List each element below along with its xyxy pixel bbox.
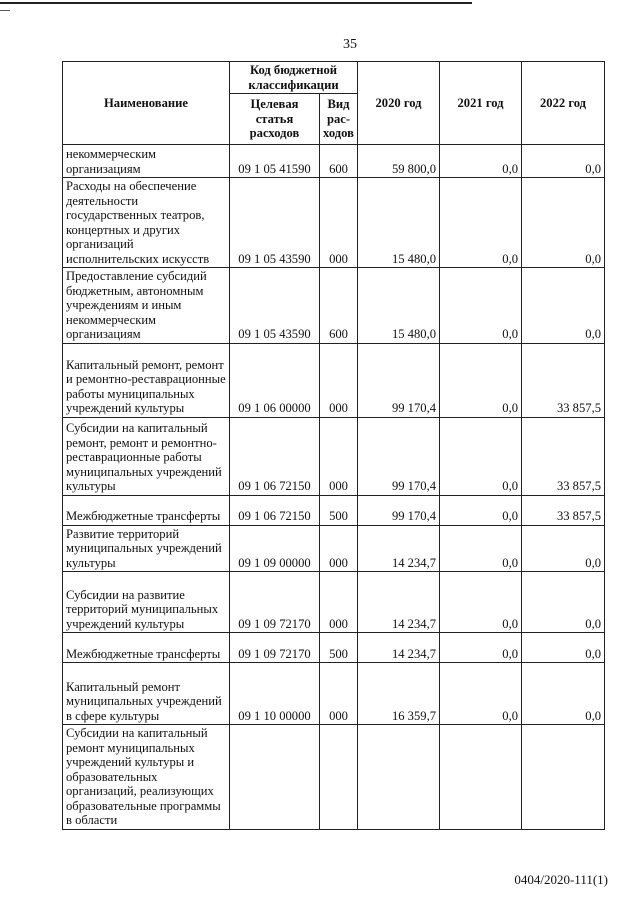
row-2022-cell: 33 857,5 [522,495,605,525]
row-name-cell: Развитие территорий муниципальных учреждений культуры [63,525,230,572]
row-2021-cell [440,725,522,830]
row-expense-type-cell: 000 [320,178,358,268]
table-row [63,572,605,633]
row-name-cell: Субсидии на капитальный ремонт, ремонт и ремонтно-реставрационные работы муниципальных учреждений культуры [63,417,230,495]
row-2021-cell: 0,0 [440,663,522,725]
row-2020-cell: 16 359,7 [358,663,440,725]
row-2022-cell [522,725,605,830]
row-2020-cell: 99 170,4 [358,495,440,525]
row-2020-cell: 14 234,7 [358,633,440,663]
header-name: Наименование [63,62,230,145]
row-expense-type-cell: 000 [320,663,358,725]
table-row [63,663,605,725]
row-2021-cell: 0,0 [440,178,522,268]
row-expense-type-cell: 500 [320,633,358,663]
row-name-cell: Субсидии на развитие территорий муниципальных учреждений культуры [63,572,230,633]
row-2020-cell: 99 170,4 [358,417,440,495]
row-2020-cell: 15 480,0 [358,178,440,268]
row-2021-cell: 0,0 [440,495,522,525]
row-expense-type-cell: 000 [320,417,358,495]
row-expense-type-cell: 000 [320,343,358,417]
row-expense-type-cell: 600 [320,268,358,344]
row-target-article-cell: 09 1 05 43590 [230,178,320,268]
top-edge-mark [0,10,10,11]
budget-table [62,61,605,830]
row-name-cell: Субсидии на капитальный ремонт муниципальных учреждений культуры и образовательных организаций, реализующих образовательные программы в области [63,725,230,830]
table-row [63,145,605,178]
row-2022-cell: 33 857,5 [522,343,605,417]
row-2022-cell: 0,0 [522,663,605,725]
header-target-article: Целевая статья расходов [230,94,320,145]
row-2020-cell: 14 234,7 [358,572,440,633]
table-body [63,145,605,830]
row-target-article-cell: 09 1 06 00000 [230,343,320,417]
row-2021-cell: 0,0 [440,572,522,633]
row-2022-cell: 0,0 [522,178,605,268]
header-year-2020: 2020 год [358,62,440,145]
row-2021-cell: 0,0 [440,633,522,663]
row-name-cell: Капитальный ремонт, ремонт и ремонтно-реставрационные работы муниципальных учреждений культуры [63,343,230,417]
row-2022-cell: 0,0 [522,572,605,633]
row-2020-cell: 15 480,0 [358,268,440,344]
table-row [63,525,605,572]
row-name-cell: Расходы на обеспечение деятельности государственных театров, концертных и других организаций исполнительских искусств [63,178,230,268]
row-2021-cell: 0,0 [440,417,522,495]
header-expense-type: Вид рас-ходов [320,94,358,145]
table-row [63,343,605,417]
table-row [63,417,605,495]
row-target-article-cell: 09 1 09 72170 [230,572,320,633]
row-expense-type-cell: 600 [320,145,358,178]
table-row [63,633,605,663]
row-2021-cell: 0,0 [440,145,522,178]
header-classification: Код бюджетной классификации [230,62,358,94]
row-target-article-cell: 09 1 09 00000 [230,525,320,572]
document-code: 0404/2020-111(1) [514,872,608,887]
row-2022-cell: 0,0 [522,268,605,344]
row-target-article-cell: 09 1 09 72170 [230,633,320,663]
header-year-2022: 2022 год [522,62,605,145]
row-2021-cell: 0,0 [440,268,522,344]
row-2021-cell: 0,0 [440,525,522,572]
row-name-cell: Предоставление субсидий бюджетным, автономным учреждениям и иным некоммерческим организациям [63,268,230,344]
row-expense-type-cell [320,725,358,830]
row-2020-cell: 99 170,4 [358,343,440,417]
row-target-article-cell: 09 1 05 43590 [230,268,320,344]
top-edge-rule [0,2,472,4]
row-name-cell: Межбюджетные трансферты [63,633,230,663]
table-row [63,495,605,525]
table-row [63,725,605,830]
row-target-article-cell [230,725,320,830]
row-name-cell: Межбюджетные трансферты [63,495,230,525]
row-2021-cell: 0,0 [440,343,522,417]
row-2020-cell: 59 800,0 [358,145,440,178]
row-2020-cell: 14 234,7 [358,525,440,572]
row-2022-cell: 0,0 [522,633,605,663]
table-row [63,178,605,268]
table-row [63,268,605,344]
row-2022-cell: 33 857,5 [522,417,605,495]
row-2022-cell: 0,0 [522,525,605,572]
row-target-article-cell: 09 1 06 72150 [230,417,320,495]
page-number: 35 [343,37,357,52]
row-name-cell: Капитальный ремонт муниципальных учреждений в сфере культуры [63,663,230,725]
row-target-article-cell: 09 1 05 41590 [230,145,320,178]
row-2022-cell: 0,0 [522,145,605,178]
row-target-article-cell: 09 1 06 72150 [230,495,320,525]
row-2020-cell [358,725,440,830]
row-expense-type-cell: 500 [320,495,358,525]
header-year-2021: 2021 год [440,62,522,145]
row-expense-type-cell: 000 [320,572,358,633]
row-target-article-cell: 09 1 10 00000 [230,663,320,725]
row-expense-type-cell: 000 [320,525,358,572]
row-name-cell: некоммерческим организациям [63,145,230,178]
